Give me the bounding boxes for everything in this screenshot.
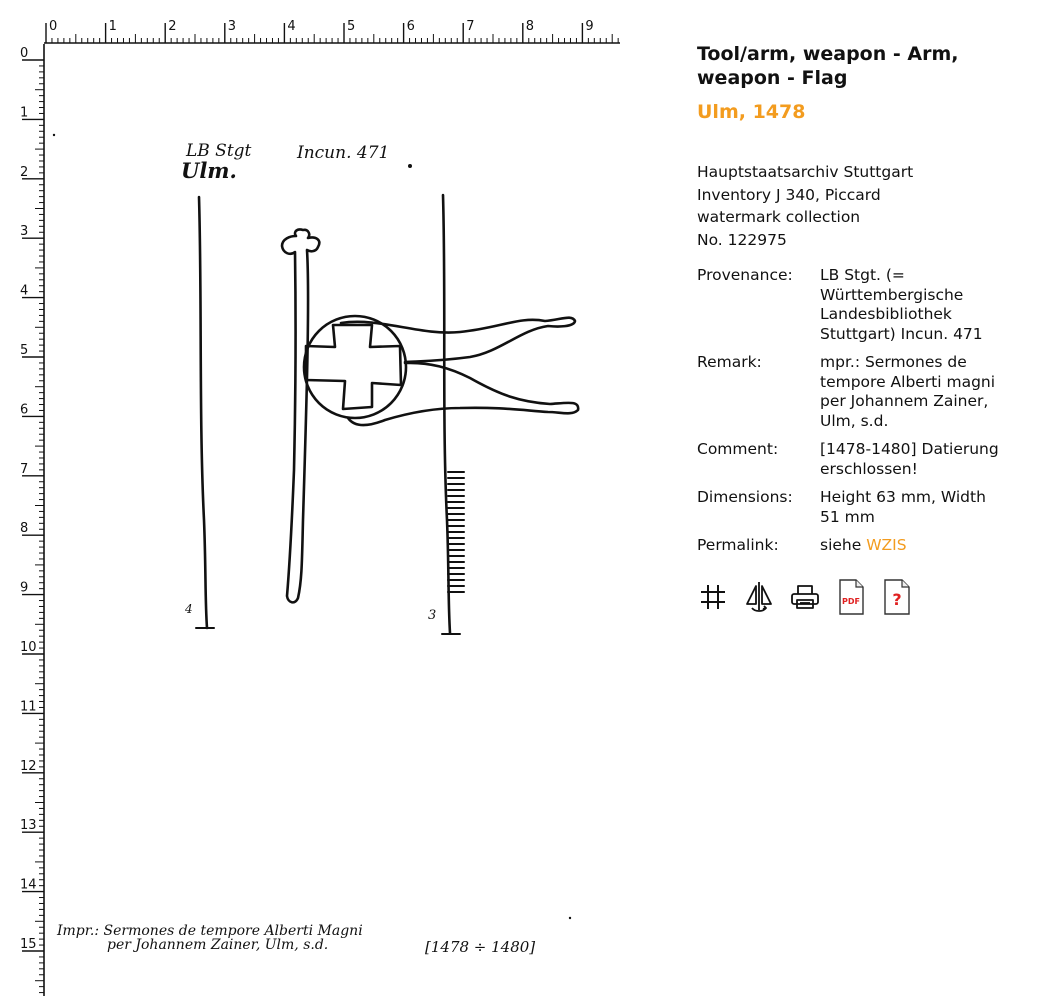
ruler-top: [44, 19, 620, 43]
flag-banner-lower: [348, 363, 578, 425]
mirror-button[interactable]: [743, 579, 775, 615]
remark-label: Remark:: [697, 353, 762, 371]
label-lb-stgt: LB Stgt: [186, 141, 252, 161]
ruler-top-label: 7: [466, 19, 475, 34]
ruler-top-label: 1: [108, 19, 117, 34]
ruler-left-label: 11: [20, 699, 37, 715]
wzis-link[interactable]: WZIS: [866, 536, 907, 554]
info-panel: [697, 42, 1027, 615]
ruler-left-label: 14: [20, 877, 37, 893]
archive-line: Hauptstaatsarchiv Stuttgart: [697, 163, 914, 181]
ruler-left-label: 6: [20, 402, 29, 418]
row-dimensions: [697, 488, 1010, 536]
pdf-icon: [836, 578, 866, 616]
ruler-left-label: 12: [20, 758, 37, 774]
caption-date: [1478 ÷ 1480]: [425, 938, 536, 956]
mark-left: 4: [185, 602, 193, 616]
ruler-top-label: 9: [585, 19, 594, 34]
title-line-1: Tool/arm, weapon - Arm,: [697, 43, 959, 65]
ruler-top-label: 8: [525, 19, 535, 34]
ruler-left-label: 13: [20, 818, 37, 834]
page-title: [697, 42, 1027, 90]
ruler-left-label: 3: [20, 224, 29, 240]
grid-button[interactable]: [697, 579, 729, 615]
row-remark: [697, 353, 1010, 440]
ruler-left-label: 0: [20, 46, 29, 61]
provenance-value: LB Stgt. (= Württembergische Landesbibliothek Stuttgart) Incun. 471: [820, 266, 983, 343]
scale-ticks: [448, 472, 464, 592]
comment-label: Comment:: [697, 440, 779, 458]
archive-line: Inventory J 340, Piccard: [697, 185, 881, 204]
grid-icon: [698, 582, 728, 612]
provenance-label: Provenance:: [697, 266, 793, 284]
permalink-value: [820, 536, 1010, 565]
archive-line: watermark collection: [697, 208, 861, 226]
pdf-label: PDF: [842, 596, 860, 606]
row-permalink: [697, 536, 1010, 565]
archive-reference: [697, 161, 1027, 251]
ruler-left-label: 5: [20, 343, 29, 358]
flag-pole: [282, 229, 319, 602]
row-comment: [697, 440, 1010, 488]
ruler-top-label: 2: [168, 19, 177, 34]
mark-right: 3: [428, 608, 437, 623]
ruler-left-label: 9: [20, 580, 29, 596]
permalink-label: Permalink:: [697, 536, 779, 554]
ruler-top-label: 3: [227, 19, 237, 34]
ruler-top-label: 4: [287, 19, 296, 34]
print-icon: [789, 582, 821, 612]
ruler-left: [20, 44, 44, 996]
ruler-left-label: 2: [20, 164, 29, 180]
dimensions-value: Height 63 mm, Width 51 mm: [820, 488, 986, 526]
ruler-left-label: 15: [20, 937, 37, 952]
flag-banner-upper: [341, 318, 575, 362]
permalink-prefix: siehe: [820, 536, 867, 554]
dimensions-label: Dimensions:: [697, 488, 793, 506]
print-button[interactable]: [789, 579, 821, 615]
place-date: Ulm, 1478: [697, 101, 806, 123]
caption-line1: Impr.: Sermones de tempore Alberti Magni: [57, 923, 363, 939]
pdf-button[interactable]: [835, 579, 867, 615]
toolbar: [697, 579, 1027, 615]
row-provenance: [697, 266, 1010, 353]
archive-line: No. 122975: [697, 230, 787, 249]
ruler-top-label: 5: [347, 19, 356, 34]
flag-cross: [306, 325, 401, 409]
flag-disc: [304, 316, 406, 418]
help-label: ?: [892, 589, 902, 609]
ruler-left-label: 1: [20, 105, 29, 121]
comment-value: [1478-1480] Datierung erschlossen!: [820, 440, 999, 478]
remark-value: mpr.: Sermones de tempore Alberti magni per Johannem Zainer, Ulm, s.d.: [820, 353, 996, 430]
label-ulm: Ulm.: [181, 158, 237, 183]
ruler-left-label: 4: [20, 283, 29, 299]
chain-line-left: [199, 197, 207, 628]
ruler-top-label: 0: [49, 19, 58, 34]
help-button[interactable]: [881, 579, 913, 615]
help-icon: [882, 578, 912, 616]
caption-line2: per Johannem Zainer, Ulm, s.d.: [107, 937, 329, 953]
mirror-icon: [743, 580, 775, 614]
title-line-2: weapon - Flag: [697, 67, 848, 89]
ruler-left-label: 10: [20, 640, 37, 655]
ruler-top-label: 6: [406, 19, 415, 34]
ruler-left-label: 7: [20, 461, 29, 477]
label-incun: Incun. 471: [297, 143, 390, 163]
watermark-drawing: [196, 195, 578, 634]
ruler-left-label: 8: [20, 521, 29, 537]
metadata-table: [697, 266, 1010, 565]
